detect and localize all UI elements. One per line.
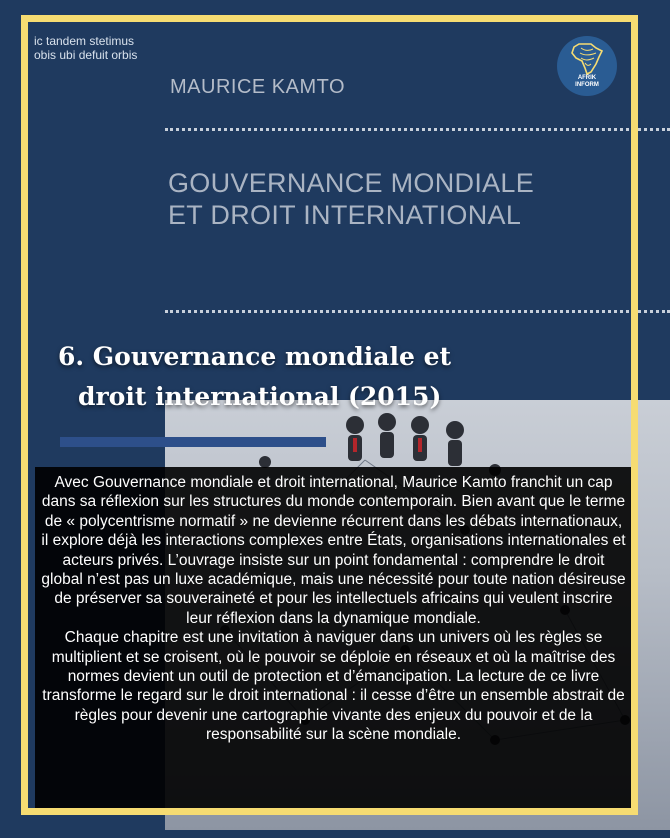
dotted-divider-bottom: [165, 310, 670, 313]
author-name: MAURICE KAMTO: [170, 76, 346, 98]
accent-bar: [60, 437, 326, 447]
logo-label: AFRIK INFORM: [575, 75, 599, 88]
book-title-line: ET DROIT INTERNATIONAL: [168, 200, 522, 230]
book-title-line: GOUVERNANCE MONDIALE: [168, 168, 535, 198]
afrik-inform-logo: [557, 36, 617, 96]
description-paragraph: Chaque chapitre est une invitation à naviguer dans un univers où les règles se multiplient et se croisent, où le pouvoir se déploie en réseaux et où la maîtrise des normes devient un outil de protection et d’émancipation. La lecture de ce livre transforme le regard sur le droit international : il cesse d’être un ensemble abstrait de règles pour devenir une cartographie vivante des enjeux du pouvoir et de la responsabilité sur la scène mondiale.: [42, 629, 625, 744]
motto-line: obis ubi defuit orbis: [34, 48, 138, 62]
heading-line: droit international (2015): [78, 382, 442, 411]
dotted-divider-top: [165, 128, 670, 131]
heading-line: 6. Gouvernance mondiale et: [58, 342, 452, 371]
description-box: [35, 467, 632, 811]
motto-line: ic tandem stetimus: [34, 34, 135, 48]
corner-motto: [34, 34, 137, 62]
section-heading: [58, 337, 451, 417]
book-cover-title: [168, 167, 534, 231]
africa-map-icon: [569, 42, 605, 76]
description-paragraph: Avec Gouvernance mondiale et droit international, Maurice Kamto franchit un cap dans sa réflexion sur les structures du monde contemporain. Bien avant que le terme de « polycentrisme normatif » ne devienne récurrent dans les débats internationaux, il explore déjà les interactions complexes entre États, organisations internationales et acteurs privés. L’ouvrage insiste sur un point fondamental : comprendre le droit global n’est pas un luxe académique, mais une nécessité pour toute nation désireuse de préserver sa souveraineté et pour les intellectuels africains qui veulent inscrire leur réflexion dans la dynamique mondiale.: [41, 474, 626, 627]
